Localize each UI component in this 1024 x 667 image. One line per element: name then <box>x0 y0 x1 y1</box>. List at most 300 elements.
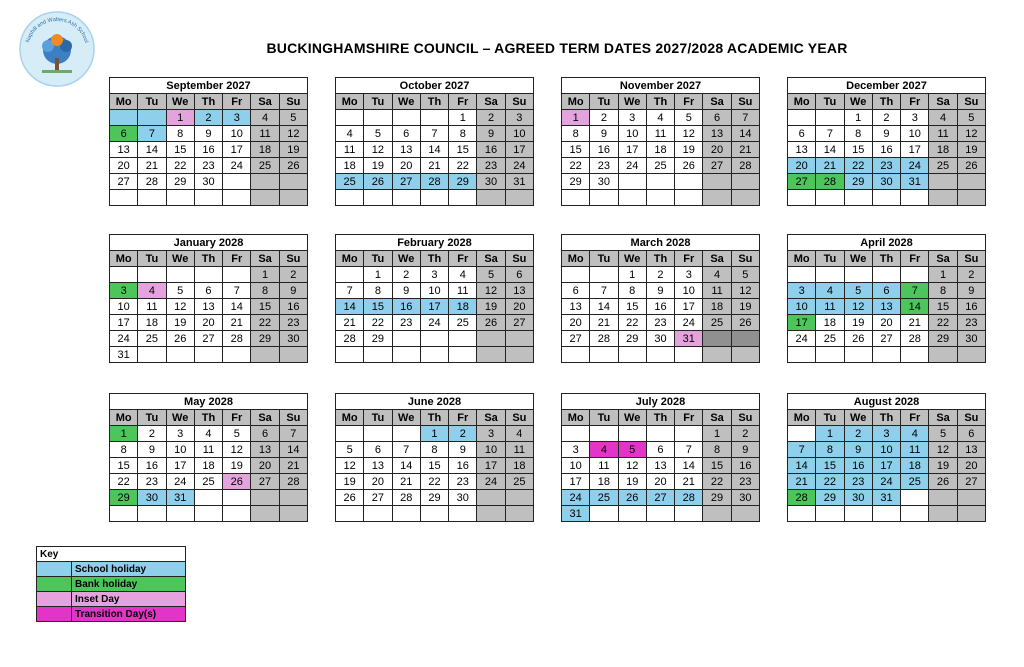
day-cell: 5 <box>477 267 505 283</box>
day-cell: 27 <box>703 158 731 174</box>
month-title: April 2028 <box>788 235 986 251</box>
day-cell: 24 <box>901 158 929 174</box>
day-cell: 30 <box>646 331 674 347</box>
day-cell <box>703 190 731 206</box>
day-cell: 21 <box>392 474 420 490</box>
day-header: Sa <box>251 410 279 426</box>
day-cell: 30 <box>590 174 618 190</box>
day-cell: 16 <box>872 142 900 158</box>
day-cell: 28 <box>590 331 618 347</box>
day-cell: 14 <box>675 458 703 474</box>
day-cell: 28 <box>731 158 759 174</box>
day-cell: 6 <box>957 426 985 442</box>
day-cell: 26 <box>279 158 307 174</box>
day-cell: 15 <box>251 299 279 315</box>
day-cell: 6 <box>788 126 816 142</box>
day-cell: 24 <box>562 490 590 506</box>
key-legend <box>36 546 186 622</box>
day-cell: 7 <box>590 283 618 299</box>
day-cell: 9 <box>138 442 166 458</box>
day-cell: 21 <box>590 315 618 331</box>
day-header: Th <box>872 251 900 267</box>
day-cell: 31 <box>110 347 138 363</box>
day-header: Su <box>505 94 533 110</box>
day-cell: 22 <box>562 158 590 174</box>
day-cell <box>279 190 307 206</box>
day-header: Tu <box>816 251 844 267</box>
day-cell: 15 <box>110 458 138 474</box>
day-cell <box>901 506 929 522</box>
month-title: March 2028 <box>562 235 760 251</box>
day-cell <box>816 506 844 522</box>
day-cell <box>703 506 731 522</box>
day-cell: 14 <box>590 299 618 315</box>
day-cell: 30 <box>957 331 985 347</box>
day-cell: 27 <box>505 315 533 331</box>
day-cell: 11 <box>449 283 477 299</box>
day-cell: 6 <box>703 110 731 126</box>
day-cell: 19 <box>675 142 703 158</box>
day-cell: 20 <box>364 474 392 490</box>
day-header: Sa <box>251 94 279 110</box>
day-cell: 20 <box>872 315 900 331</box>
day-cell: 16 <box>646 299 674 315</box>
day-cell: 7 <box>420 126 448 142</box>
day-header: Su <box>279 410 307 426</box>
day-cell: 17 <box>223 142 251 158</box>
day-cell: 25 <box>336 174 364 190</box>
month-title: February 2028 <box>336 235 534 251</box>
day-cell <box>901 490 929 506</box>
day-cell: 24 <box>477 474 505 490</box>
day-header: Tu <box>816 94 844 110</box>
day-cell: 1 <box>420 426 448 442</box>
day-cell: 5 <box>618 442 646 458</box>
day-cell <box>166 347 194 363</box>
day-header: Sa <box>929 251 957 267</box>
day-cell <box>392 426 420 442</box>
day-cell: 17 <box>420 299 448 315</box>
day-cell: 12 <box>166 299 194 315</box>
day-cell: 23 <box>194 158 222 174</box>
day-cell: 18 <box>590 474 618 490</box>
month-title: October 2027 <box>336 78 534 94</box>
month-calendar <box>561 234 760 363</box>
day-cell: 11 <box>816 299 844 315</box>
month-calendar <box>561 393 760 522</box>
day-cell: 23 <box>279 315 307 331</box>
day-cell: 18 <box>901 458 929 474</box>
day-cell: 2 <box>731 426 759 442</box>
day-cell: 7 <box>392 442 420 458</box>
day-header: Sa <box>929 94 957 110</box>
day-cell: 23 <box>646 315 674 331</box>
day-cell: 27 <box>957 474 985 490</box>
day-cell: 24 <box>872 474 900 490</box>
day-cell: 23 <box>731 474 759 490</box>
day-header: Mo <box>110 410 138 426</box>
day-cell <box>336 426 364 442</box>
day-cell <box>336 506 364 522</box>
day-cell: 26 <box>929 474 957 490</box>
day-cell: 10 <box>477 442 505 458</box>
day-cell: 6 <box>872 283 900 299</box>
day-cell: 15 <box>929 299 957 315</box>
day-cell <box>618 174 646 190</box>
day-cell: 9 <box>646 283 674 299</box>
day-header: Th <box>646 94 674 110</box>
day-cell: 25 <box>138 331 166 347</box>
day-header: Mo <box>110 94 138 110</box>
day-cell <box>110 267 138 283</box>
day-cell <box>788 506 816 522</box>
day-cell <box>505 190 533 206</box>
day-cell: 9 <box>872 126 900 142</box>
day-cell: 27 <box>251 474 279 490</box>
day-cell: 17 <box>788 315 816 331</box>
day-header: We <box>618 410 646 426</box>
day-cell <box>844 190 872 206</box>
day-cell: 23 <box>872 158 900 174</box>
day-cell: 30 <box>138 490 166 506</box>
day-header: Tu <box>138 410 166 426</box>
day-cell: 24 <box>223 158 251 174</box>
day-cell: 19 <box>477 299 505 315</box>
day-cell: 3 <box>110 283 138 299</box>
day-cell: 18 <box>336 158 364 174</box>
day-cell: 3 <box>901 110 929 126</box>
day-cell: 2 <box>449 426 477 442</box>
day-cell: 6 <box>392 126 420 142</box>
day-cell: 5 <box>844 283 872 299</box>
day-cell <box>731 174 759 190</box>
day-cell: 18 <box>505 458 533 474</box>
day-cell: 26 <box>675 158 703 174</box>
day-cell <box>816 190 844 206</box>
day-cell: 1 <box>929 267 957 283</box>
day-cell: 11 <box>194 442 222 458</box>
day-header: Su <box>731 94 759 110</box>
day-cell: 11 <box>703 283 731 299</box>
day-cell: 17 <box>562 474 590 490</box>
day-cell <box>223 190 251 206</box>
day-header: Su <box>279 251 307 267</box>
day-cell: 11 <box>901 442 929 458</box>
day-cell: 16 <box>957 299 985 315</box>
day-header: Tu <box>590 251 618 267</box>
day-cell <box>138 190 166 206</box>
day-header: Th <box>420 410 448 426</box>
day-cell <box>844 347 872 363</box>
day-cell <box>420 506 448 522</box>
day-header: We <box>166 410 194 426</box>
day-cell: 17 <box>110 315 138 331</box>
day-cell: 26 <box>844 331 872 347</box>
day-cell: 12 <box>618 458 646 474</box>
day-cell: 8 <box>929 283 957 299</box>
day-header: Su <box>279 94 307 110</box>
day-header: Sa <box>477 410 505 426</box>
day-cell <box>420 347 448 363</box>
day-cell <box>251 490 279 506</box>
day-cell: 15 <box>562 142 590 158</box>
day-cell <box>872 506 900 522</box>
day-cell <box>788 110 816 126</box>
day-cell: 5 <box>223 426 251 442</box>
day-cell: 22 <box>420 474 448 490</box>
day-cell: 29 <box>420 490 448 506</box>
day-cell: 7 <box>675 442 703 458</box>
day-cell: 31 <box>166 490 194 506</box>
day-cell <box>110 190 138 206</box>
day-cell: 8 <box>562 126 590 142</box>
day-cell <box>279 347 307 363</box>
day-cell: 10 <box>223 126 251 142</box>
day-cell: 11 <box>590 458 618 474</box>
day-cell: 31 <box>901 174 929 190</box>
day-header: Mo <box>110 251 138 267</box>
day-cell: 20 <box>788 158 816 174</box>
day-header: Sa <box>477 251 505 267</box>
day-cell <box>194 506 222 522</box>
day-cell: 12 <box>364 142 392 158</box>
day-cell <box>562 190 590 206</box>
month-title: September 2027 <box>110 78 308 94</box>
day-cell: 5 <box>929 426 957 442</box>
day-cell: 11 <box>505 442 533 458</box>
day-cell: 17 <box>872 458 900 474</box>
day-cell: 21 <box>223 315 251 331</box>
day-cell <box>562 426 590 442</box>
day-header: Th <box>646 251 674 267</box>
day-cell: 3 <box>618 110 646 126</box>
day-cell: 8 <box>110 442 138 458</box>
day-header: We <box>392 251 420 267</box>
day-header: Tu <box>138 251 166 267</box>
day-cell: 4 <box>194 426 222 442</box>
day-cell <box>788 347 816 363</box>
day-cell: 21 <box>816 158 844 174</box>
month-calendar <box>787 393 986 522</box>
day-cell: 20 <box>562 315 590 331</box>
day-cell: 28 <box>279 474 307 490</box>
day-cell <box>110 110 138 126</box>
day-cell <box>336 267 364 283</box>
day-cell <box>336 110 364 126</box>
day-cell: 21 <box>731 142 759 158</box>
day-cell <box>449 190 477 206</box>
day-cell: 25 <box>816 331 844 347</box>
day-cell: 6 <box>364 442 392 458</box>
day-cell: 4 <box>505 426 533 442</box>
day-cell: 19 <box>279 142 307 158</box>
day-cell: 26 <box>618 490 646 506</box>
day-cell: 21 <box>138 158 166 174</box>
day-cell <box>788 267 816 283</box>
day-cell <box>449 331 477 347</box>
day-cell <box>675 426 703 442</box>
day-header: Sa <box>703 251 731 267</box>
day-cell <box>703 174 731 190</box>
day-header: We <box>392 94 420 110</box>
day-cell: 21 <box>901 315 929 331</box>
day-cell: 8 <box>166 126 194 142</box>
day-header: Tu <box>364 410 392 426</box>
day-cell: 11 <box>251 126 279 142</box>
day-cell: 23 <box>590 158 618 174</box>
month-title: December 2027 <box>788 78 986 94</box>
day-cell <box>110 506 138 522</box>
day-header: Tu <box>364 94 392 110</box>
month-calendar <box>109 393 308 522</box>
day-cell: 20 <box>251 458 279 474</box>
day-cell <box>477 490 505 506</box>
day-cell: 29 <box>562 174 590 190</box>
day-cell: 26 <box>223 474 251 490</box>
day-cell <box>590 347 618 363</box>
day-cell: 9 <box>392 283 420 299</box>
day-cell: 14 <box>901 299 929 315</box>
day-cell: 28 <box>901 331 929 347</box>
day-cell <box>562 267 590 283</box>
day-cell: 8 <box>449 126 477 142</box>
day-header: Th <box>194 251 222 267</box>
day-header: Mo <box>336 94 364 110</box>
day-cell: 19 <box>844 315 872 331</box>
day-cell: 10 <box>166 442 194 458</box>
day-cell: 8 <box>844 126 872 142</box>
day-header: Sa <box>477 94 505 110</box>
day-cell: 2 <box>590 110 618 126</box>
day-cell: 12 <box>929 442 957 458</box>
day-cell <box>731 190 759 206</box>
day-cell: 1 <box>364 267 392 283</box>
key-label: Transition Day(s) <box>72 607 186 622</box>
day-cell: 4 <box>929 110 957 126</box>
day-cell: 19 <box>166 315 194 331</box>
day-cell <box>364 190 392 206</box>
day-cell <box>901 190 929 206</box>
day-header: We <box>844 94 872 110</box>
day-cell <box>957 347 985 363</box>
day-cell <box>957 174 985 190</box>
day-cell: 24 <box>788 331 816 347</box>
svg-text:Naphill and Walters Ash School: Naphill and Walters Ash School <box>25 16 90 44</box>
day-cell <box>731 331 759 347</box>
day-header: Th <box>420 251 448 267</box>
day-cell: 7 <box>223 283 251 299</box>
day-header: We <box>618 94 646 110</box>
day-cell: 22 <box>816 474 844 490</box>
day-cell: 29 <box>364 331 392 347</box>
day-cell: 27 <box>194 331 222 347</box>
day-cell: 3 <box>872 426 900 442</box>
day-cell: 15 <box>166 142 194 158</box>
day-cell: 5 <box>166 283 194 299</box>
day-header: Su <box>505 251 533 267</box>
day-cell <box>477 506 505 522</box>
day-cell <box>816 347 844 363</box>
day-header: Su <box>731 410 759 426</box>
day-cell: 25 <box>194 474 222 490</box>
day-cell: 5 <box>731 267 759 283</box>
month-calendar <box>335 77 534 206</box>
day-header: Mo <box>788 94 816 110</box>
day-cell <box>194 190 222 206</box>
day-cell: 16 <box>279 299 307 315</box>
day-cell <box>166 506 194 522</box>
day-cell <box>392 110 420 126</box>
day-cell <box>590 506 618 522</box>
day-cell: 6 <box>562 283 590 299</box>
day-cell <box>901 267 929 283</box>
day-cell: 1 <box>251 267 279 283</box>
day-cell: 5 <box>364 126 392 142</box>
day-cell: 7 <box>816 126 844 142</box>
day-header: Sa <box>251 251 279 267</box>
day-cell <box>138 110 166 126</box>
day-cell: 22 <box>844 158 872 174</box>
day-cell: 3 <box>788 283 816 299</box>
day-cell: 24 <box>110 331 138 347</box>
day-cell <box>364 110 392 126</box>
day-header: Fr <box>901 251 929 267</box>
day-cell: 23 <box>477 158 505 174</box>
day-cell: 14 <box>788 458 816 474</box>
day-cell: 2 <box>844 426 872 442</box>
day-cell <box>618 506 646 522</box>
day-cell: 13 <box>110 142 138 158</box>
day-cell: 18 <box>194 458 222 474</box>
day-header: Sa <box>929 410 957 426</box>
day-cell: 10 <box>872 442 900 458</box>
day-cell: 29 <box>449 174 477 190</box>
day-cell: 29 <box>844 174 872 190</box>
day-cell: 30 <box>449 490 477 506</box>
day-cell: 26 <box>731 315 759 331</box>
day-cell <box>675 506 703 522</box>
day-cell: 26 <box>336 490 364 506</box>
day-cell: 2 <box>872 110 900 126</box>
day-header: Mo <box>562 94 590 110</box>
month-title: January 2028 <box>110 235 308 251</box>
month-calendar <box>109 77 308 206</box>
day-header: Su <box>505 410 533 426</box>
day-cell <box>646 174 674 190</box>
day-cell: 1 <box>110 426 138 442</box>
day-cell: 2 <box>194 110 222 126</box>
day-cell <box>392 347 420 363</box>
day-cell: 23 <box>957 315 985 331</box>
day-cell <box>449 506 477 522</box>
day-cell: 28 <box>675 490 703 506</box>
day-cell <box>646 506 674 522</box>
day-cell <box>223 347 251 363</box>
key-label: Bank holiday <box>72 577 186 592</box>
day-cell <box>138 347 166 363</box>
day-cell <box>194 347 222 363</box>
day-cell: 22 <box>703 474 731 490</box>
key-swatch <box>37 607 72 622</box>
day-cell <box>646 190 674 206</box>
day-cell <box>138 267 166 283</box>
day-cell: 20 <box>194 315 222 331</box>
day-cell: 10 <box>562 458 590 474</box>
day-header: Tu <box>590 94 618 110</box>
day-cell: 24 <box>420 315 448 331</box>
day-cell: 5 <box>279 110 307 126</box>
day-cell <box>251 174 279 190</box>
